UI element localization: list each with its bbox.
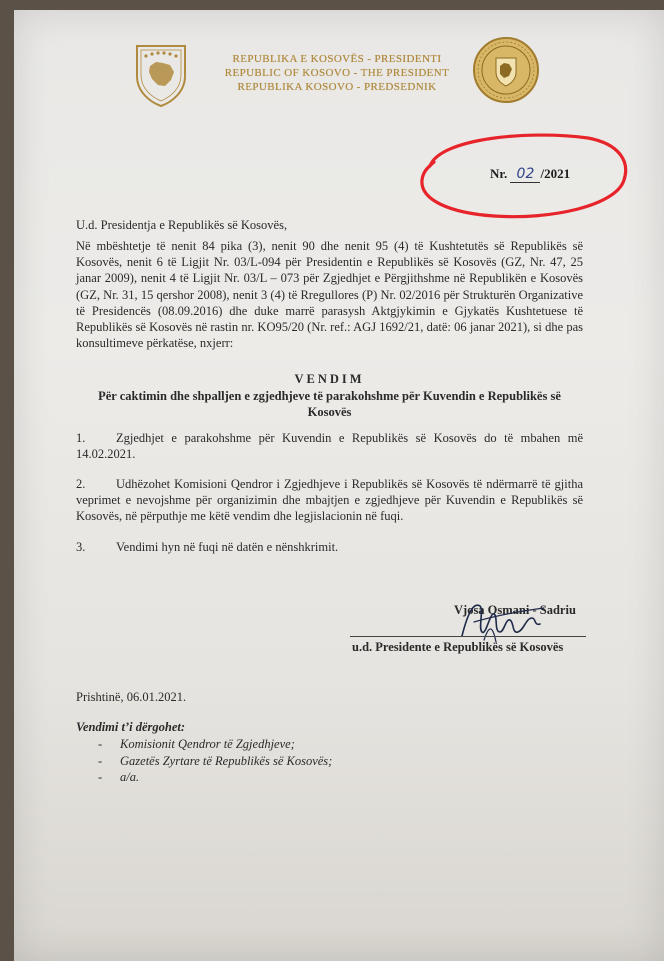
signature-rule (350, 636, 586, 637)
header-line-english: REPUBLIC OF KOSOVO - THE PRESIDENT (224, 67, 450, 79)
list-item: - Komisionit Qendror të Zgjedhjeve; (98, 736, 332, 753)
signer-title: u.d. Presidente e Republikës së Kosovës (352, 640, 564, 654)
presidential-seal-icon (472, 36, 540, 104)
kosovo-coat-of-arms-icon (132, 42, 190, 108)
reference-number (490, 166, 570, 183)
decision-item (76, 539, 583, 555)
institution-header (202, 52, 472, 94)
reference-prefix: Nr. (490, 166, 508, 181)
signer-name: Vjosa Osmani - Sadriu (454, 603, 576, 617)
item-text: Udhëzohet Komisioni Qendror i Zgjedhjeve i Republikës së Kosovës të ndërmarrë të gjitha veprimet e nevojshme për organizimin dhe mbajtjen e zgjedhjeve për Kuvendin e Republikës së Kosovës, në përputhje me këtë vendim dhe legjislacionin në fuqi. (76, 477, 583, 524)
reference-handwritten-number: 02 (510, 166, 540, 183)
item-text: Vendimi hyn në fuqi në datën e nënshkrimit. (116, 540, 339, 554)
list-item: - a/a. (98, 769, 332, 786)
item-number: 3. (76, 540, 86, 554)
decision-title: VENDIM (294, 372, 365, 386)
addressee-line: U.d. Presidentja e Republikës së Kosovës, (76, 218, 288, 232)
document-page (14, 10, 664, 961)
reference-year: /2021 (540, 166, 571, 181)
place-and-date: Prishtinë, 06.01.2021. (76, 690, 187, 704)
recipients-heading: Vendimi t’i dërgohet: (76, 720, 186, 734)
decision-item (76, 476, 583, 525)
recipients-list (98, 736, 332, 786)
item-number: 1. (76, 431, 86, 445)
item-text: Zgjedhjet e parakohshme për Kuvendin e Republikës së Kosovës do të mbahen më 14.02.2021. (76, 431, 583, 462)
legal-basis-paragraph: Në mbështetje të nenit 84 pika (3), nenit 90 dhe nenit 95 (4) të Kushtetutës së Republikës së Kosovës, nenit 6 të Ligjit Nr. 03/L-094 për Presidentin e Republikës së Kosovës (GZ, Nr. 47, 25 janar 2009), nenit 4 të Ligjit Nr. 03/L – 073 për Zgjedhjet e Përgjithshme në Republikën e Kosovës (GZ, Nr. 31, 15 qershor 2008), nenit 3 (4) të Rregullores (P) Nr. 02/2016 për Strukturën Organizative të Presidencës (08.09.2016) dhe duke marrë parasysh Aktgjykimin e Gjykatës Kushtetuese të Republikës së Kosovës në rastin nr. KO95/20 (Nr. ref.: AGJ 1692/21, datë: 06 janar 2021), si dhe pas konsultimeve përkatëse, nxjerr: (76, 239, 583, 351)
decision-item (76, 430, 583, 462)
header-line-albanian: REPUBLIKA E KOSOVËS - PRESIDENTI (232, 53, 442, 65)
decision-subtitle: Për caktimin dhe shpalljen e zgjedhjeve të parakohshme për Kuvendin e Republikës së Kosovës (98, 389, 561, 419)
item-number: 2. (76, 477, 86, 491)
header-line-serbian: REPUBLIKA KOSOVO - PREDSEDNIK (237, 81, 437, 93)
list-item: - Gazetës Zyrtare të Republikës së Kosovës; (98, 753, 332, 770)
